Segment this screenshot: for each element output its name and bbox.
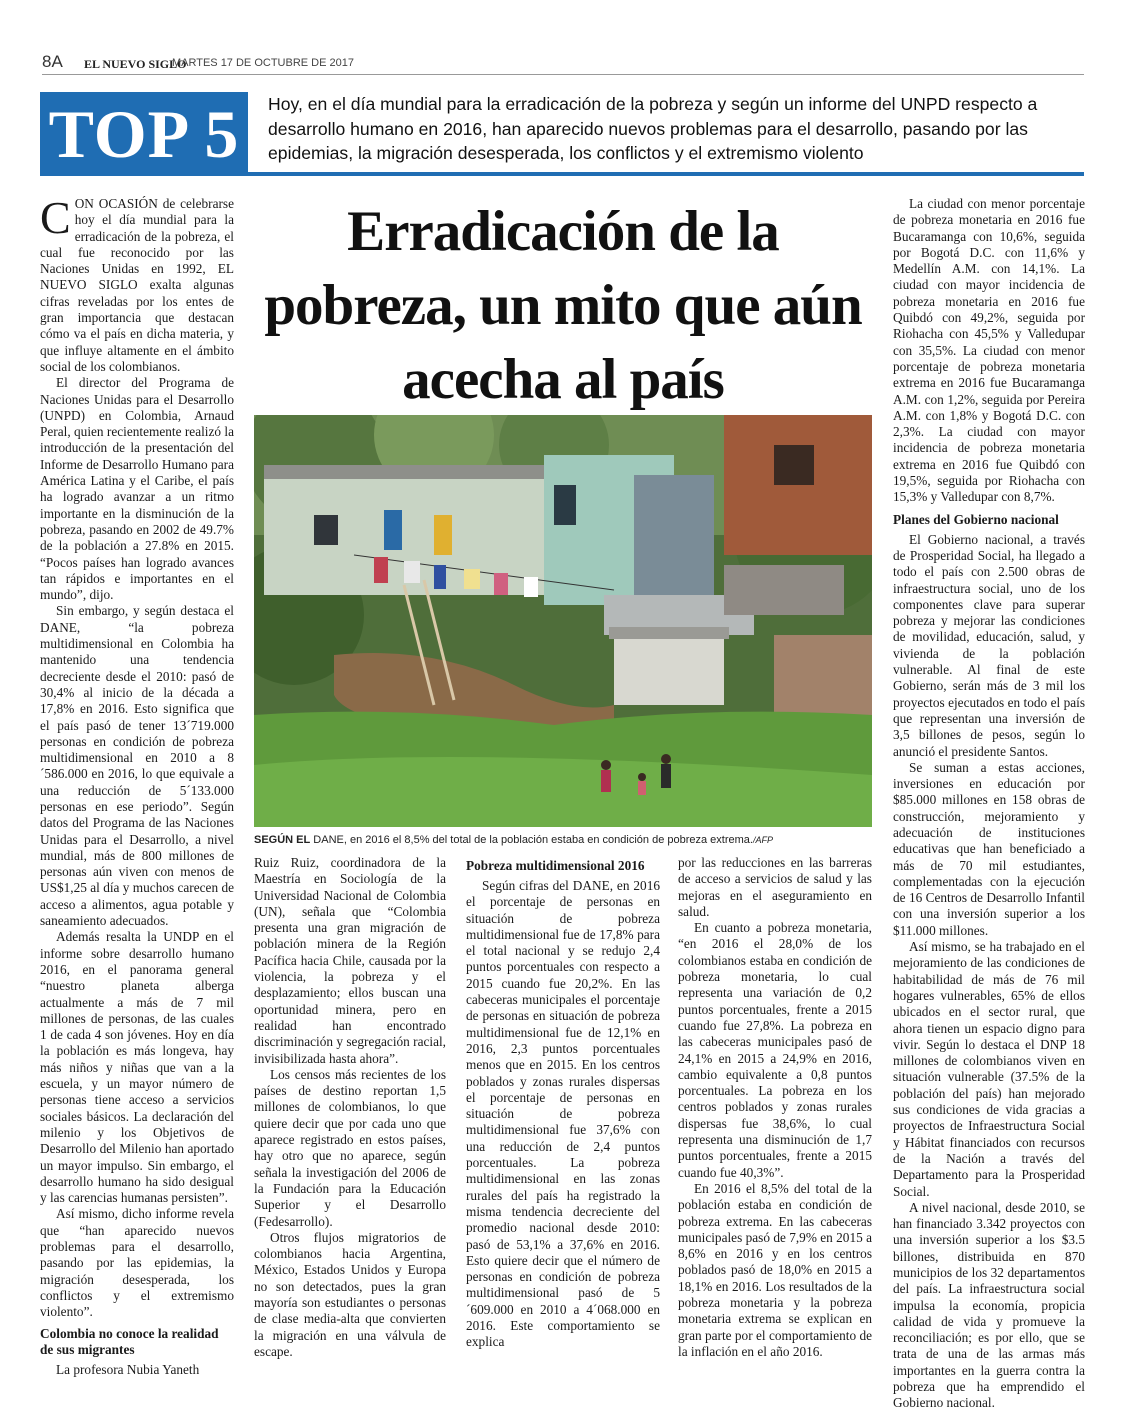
caption-lead: SEGÚN EL [254, 834, 311, 846]
photo-credit: /AFP [752, 835, 773, 845]
headline [254, 195, 872, 417]
column-3 [466, 858, 660, 1351]
headline-line: acecha al país [402, 348, 724, 411]
paragraph: El director del Programa de Naciones Unidas para el Desarrollo (UNPD) en Colombia, Arnaud Peral, quien recientemente realizó la introducción de la presentación del Informe de Desarrollo Humano para América Latina y el Caribe, el país ha logrado avanzar a un ritmo importante en la disminución de la pobreza, pasando en 2002 de 49.7% de la población a 27.8% en 2015. “Pocos países han logrado avances tan rápidos e importantes en el mundo”, dijo. [40, 375, 234, 603]
page-number: 8A [42, 52, 63, 71]
column-4 [678, 855, 872, 1360]
hillside-houses-photo [254, 415, 872, 827]
headline-line: Erradicación de la [347, 200, 779, 263]
page-header [42, 52, 1084, 75]
paragraph: Otros flujos migratorios de colombianos hacia Argentina, México, Estados Unidos y Europa no son detectados, pues la gran mayoría son estudiantes o personas de clase media-alta que convierten la migración en una válvula de escape. [254, 1229, 446, 1359]
paragraph: Ruiz Ruiz, coordinadora de la Maestría en Sociología de la Universidad Nacional de Colombia (UN), señala que “Colombia presenta una gran migración de población minera de la Región Pacífica hacia Chile, causada por la violencia, la pobreza y el desplazamiento; ellos buscan una oportunidad minera, pero en realidad han encontrado discriminación y segregación racial, invisibilizada hasta ahora”. [254, 855, 446, 1066]
paragraph: A nivel nacional, desde 2010, se han financiado 3.342 proyectos con una inversión superior a los $3.5 billones, distribuida en 870 municipios de los 32 departamentos del país. La infraestructura social impulsa la economía, propicia calidad de vida y promueve la reconciliación; es por ello, que se trata de una de las armas más importantes en la guerra contra la pobreza que ha emprendido el Gobierno nacional. [893, 1199, 1085, 1411]
headline-line: pobreza, un mito que aún [264, 274, 862, 337]
paragraph: Se suman a estas acciones, inversiones en educación por $85.000 millones en 158 obras de construcción, mejoramiento y adecuación de instituciones educativas que han beneficiado a más de 70 mil estudiantes, complementadas con la ejecución de 16 Centros de Desarrollo Infantil con una inversión superior a los $11.000 millones. [893, 759, 1085, 938]
paragraph: Así mismo, se ha trabajado en el mejoramiento de las condiciones de habitabilidad de más de 76 mil hogares vulnerables, 65% de ellos ubicados en el sector rural, que ahora tienen un espacio digno para vivir. Según lo destaca el DNP 18 millones de colombianos viven en situación vulnerable (37.5% de la población del país) han mejorado sus condiciones de vida gracias a proyectos de Infraestructura Social y Hábitat financiados con recursos de la Nación a través del Departamento para la Prosperidad Social. [893, 939, 1085, 1199]
subheading: Colombia no conoce la realidad de sus migrantes [40, 1326, 219, 1358]
subheading: Pobreza multidimensional 2016 [466, 858, 645, 873]
issue-date: MARTES 17 DE OCTUBRE DE 2017 [172, 57, 354, 69]
banner-rule [248, 172, 1084, 176]
paragraph: La profesora Nubia Yaneth [56, 1362, 200, 1378]
newspaper-name: EL NUEVO SIGLO [84, 57, 187, 71]
paragraph: La ciudad con menor porcentaje de pobreza monetaria en 2016 fue Bucaramanga con 10,6%, seguida por Bogotá D.C. con 11,6% y Medellín A.M. con 14,1%. La ciudad con mayor incidencia de pobreza monetaria en 2016 fue Quibdó con 49,2%, seguida por Riohacha con 45,5% y Valledupar con 35,5%. La ciudad con menor porcentaje de pobreza monetaria extrema en 2016 fue Bucaramanga A.M. con 1,2%, seguida por Pereira A.M. con 1,8% y Bogotá D.C. con 2,3%. La ciudad con mayor incidencia de pobreza monetaria extrema en 2016 fue Quibdó con 19,5%, seguida por Riohacha con 15,3% y Valledupar con 8,7%. [893, 196, 1085, 505]
top5-banner: TOP 5 [40, 92, 248, 176]
banner-intro: Hoy, en el día mundial para la erradicación de la pobreza y según un informe del UNPD respecto a desarrollo humano en 2016, han aparecido nuevos problemas para el desarrollo, pasando por las epidemias, la migración desesperada, los conflictos y el extremismo violento [268, 94, 1038, 163]
lead-paragraph: CON OCASIÓN de celebrarse hoy el día mundial para la erradicación de la pobreza, el cual fue reconocido por las Naciones Unidas en 1992, EL NUEVO SIGLO exalta algunas cifras reveladas por los entes de gran importancia que destacan cómo va el país en dicha materia, y que influye altamente en el ámbito social de los colombianos. [40, 192, 234, 374]
paragraph: por las reducciones en las barreras de acceso a servicios de salud y las mejoras en el aseguramiento en salud. [678, 855, 872, 919]
column-5 [893, 196, 1085, 1412]
paragraph: En cuanto a pobreza monetaria, “en 2016 el 28,0% de los colombianos estaba en condición de pobreza monetaria, lo cual representa una variación de 0,2 puntos porcentuales, frente a 2015 cuando fue 27,8%. La pobreza en las cabeceras municipales pasó de 24,1% en 2015 a 24,9% en 2016, cambio equivalente a 0,8 puntos porcentuales. La pobreza en los centros poblados y zonas rurales dispersas fue 38,6%, lo cual representa una disminución de 1,7 puntos porcentuales, frente a 2015 cuando fue 40,3%”. [678, 920, 872, 1180]
paragraph: Además resalta la UNDP en el informe sobre desarrollo humano 2016, en el panorama general “nuestro planeta alberga actualmente a más de 7 mil millones de personas, de las cuales 1 de cada 4 son jóvenes. Hoy en día la población es más longeva, hay más niños y niñas que van a la escuela, y un mayor número de personas tiene acceso a servicios sociales básicos. La declaración del milenio y los Objetivos de Desarrollo del Milenio han aportado un mayor impulso. Sin embargo, el desarrollo humano ha sido desigual y las carencias humanas persisten”. [40, 929, 234, 1206]
subheading: Planes del Gobierno nacional [893, 511, 1059, 527]
paragraph: Según cifras del DANE, en 2016 el porcentaje de personas en situación de pobreza multidimensional fue de 17,8% para el total nacional y se redujo 2,4 puntos porcentuales con respecto a 2015 cuando fue 20,2%. En las cabeceras municipales el porcentaje de personas en situación de pobreza multidimensional fue de 12,1% en 2016, 2,3 puntos porcentuales menos que en 2015. En los centros poblados y zonas rurales dispersas el porcentaje de personas en situación de pobreza multidimensional fue 37,6% con una reducción de 2,4 puntos porcentuales. La pobreza multidimensional en las zonas rurales del país ha registrado la misma tendencia decreciente del promedio nacional desde 2010: pasó de 53,1% a 37,6% en 2016. Esto quiere decir que el número de personas en condición de pobreza multidimensional pasó de 5´609.000 en 2010 a 4´068.000 en 2016. Este comportamiento se explica [466, 878, 660, 1350]
paragraph: Sin embargo, y según destaca el DANE, “la pobreza multidimensional en Colombia ha mantenido una tendencia decreciente desde el 2010: pasó de 30,4% al inicio de la década a 17,8% en 2016. Esto significa que el país pasó de tener 13´719.000 personas en condición de pobreza multidimensional en 2010 a 8´586.000 en 2016, lo que equivale a una reducción de 5´133.000 personas en ese periodo”. Según datos del Programa de las Naciones Unidas para el Desarrollo, a nivel mundial, más de 800 millones de personas aún viven con menos de US$1,25 al día y muchos carecen de acceso a alimentos, agua potable y saneamiento adecuados. [40, 603, 234, 929]
photo-caption [254, 834, 872, 846]
paragraph: Así mismo, dicho informe revela que “han aparecido nuevos problemas para el desarrollo, pasando por las epidemias, la migración desesperada, los conflictos y el extremismo violento”. [40, 1206, 234, 1320]
paragraph: Los censos más recientes de los países de destino reportan 1,5 millones de colombianos, lo que quiere decir que por cada uno que aparece registrado en estos países, hay otro que no aparece, según señala la investigación del 2006 de la Fundación para la Educación Superior y el Desarrollo (Fedesarrollo). [254, 1066, 446, 1229]
column-1 [40, 192, 234, 1379]
column-2 [254, 855, 446, 1360]
drop-cap: C [40, 192, 71, 243]
caption-text: DANE, en 2016 el 8,5% del total de la población estaba en condición de pobreza extrema. [310, 834, 753, 846]
paragraph: El Gobierno nacional, a través de Prosperidad Social, ha llegado a todo el país con 2.500 obras de infraestructura social, uno de los componentes clave para superar pobreza y mejorar las condiciones de movilidad, educación, salud, y vivienda de la población vulnerable. Al final de este Gobierno, serán más de 3 mil los proyectos ejecutados en todo el país que representan una inversión de 3,5 billones de pesos, según lo anunció el presidente Santos. [893, 531, 1085, 759]
paragraph: En 2016 el 8,5% del total de la población estaba en condición de pobreza extrema. En las cabeceras municipales pasó de 7,9% en 2015 a 8,6% en 2016 y en los centros poblados pasó de 18,0% en 2015 a 18,1% en 2016. Los resultados de la pobreza monetaria y la pobreza monetaria extrema se explican en gran parte por el comportamiento de la inflación en el año 2016. [678, 1180, 872, 1359]
